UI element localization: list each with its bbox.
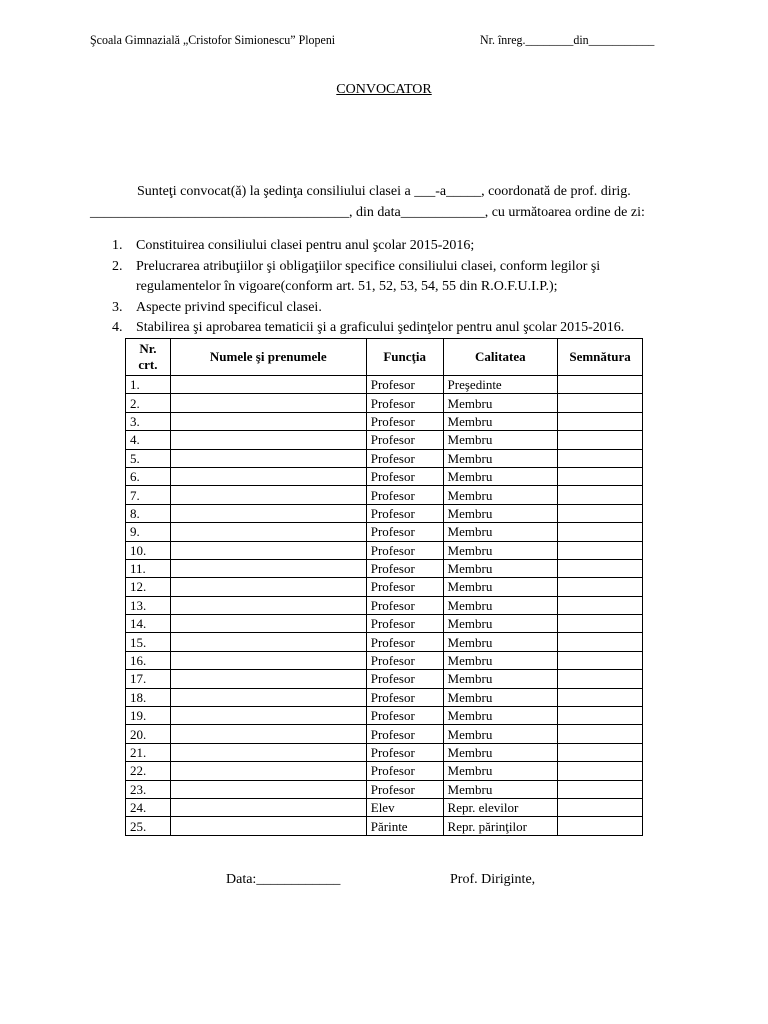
cell-nr: 4. — [126, 431, 171, 449]
table-row — [126, 615, 643, 633]
cell-name — [170, 467, 366, 485]
agenda-item-text: Constituirea consiliului clasei pentru anul şcolar 2015-2016; — [136, 238, 475, 253]
cell-nr: 18. — [126, 688, 171, 706]
table-row — [126, 504, 643, 522]
agenda-item — [90, 236, 680, 257]
cell-name — [170, 633, 366, 651]
cell-signature — [558, 412, 643, 430]
cell-nr: 22. — [126, 762, 171, 780]
agenda-item-number: 1. — [112, 238, 123, 253]
cell-capacity: Membru — [443, 651, 558, 669]
cell-name — [170, 394, 366, 412]
intro-line-1: Sunteţi convocat(ă) la şedinţa consiliului clasei a ___-a_____, coordonată de prof. dirig. — [137, 184, 631, 199]
cell-signature — [558, 559, 643, 577]
cell-signature — [558, 725, 643, 743]
cell-name — [170, 596, 366, 614]
table-row — [126, 743, 643, 761]
cell-signature — [558, 541, 643, 559]
cell-signature — [558, 707, 643, 725]
agenda-item-number: 2. — [112, 258, 123, 274]
header-name: Numele şi prenumele — [170, 339, 366, 376]
table-row — [126, 633, 643, 651]
agenda-item — [90, 318, 680, 339]
cell-function: Profesor — [366, 725, 443, 743]
cell-name — [170, 449, 366, 467]
cell-name — [170, 541, 366, 559]
cell-name — [170, 670, 366, 688]
cell-function: Profesor — [366, 376, 443, 394]
agenda-item — [90, 257, 680, 298]
cell-function: Profesor — [366, 670, 443, 688]
cell-signature — [558, 743, 643, 761]
cell-nr: 6. — [126, 467, 171, 485]
cell-capacity: Repr. părinţilor — [443, 817, 558, 835]
table-row — [126, 412, 643, 430]
cell-nr: 15. — [126, 633, 171, 651]
cell-name — [170, 486, 366, 504]
cell-nr: 16. — [126, 651, 171, 669]
cell-function: Profesor — [366, 780, 443, 798]
cell-nr: 9. — [126, 523, 171, 541]
cell-capacity: Membru — [443, 559, 558, 577]
cell-signature — [558, 376, 643, 394]
cell-name — [170, 376, 366, 394]
table-row — [126, 376, 643, 394]
table-row — [126, 707, 643, 725]
cell-capacity: Membru — [443, 670, 558, 688]
cell-capacity: Membru — [443, 504, 558, 522]
cell-function: Părinte — [366, 817, 443, 835]
cell-signature — [558, 449, 643, 467]
cell-capacity: Membru — [443, 707, 558, 725]
cell-signature — [558, 596, 643, 614]
footer-date: Data:____________ — [226, 872, 341, 887]
cell-signature — [558, 523, 643, 541]
table-row — [126, 578, 643, 596]
table-row — [126, 817, 643, 835]
cell-capacity: Repr. elevilor — [443, 798, 558, 816]
cell-signature — [558, 504, 643, 522]
cell-name — [170, 725, 366, 743]
table-row — [126, 725, 643, 743]
cell-function: Profesor — [366, 633, 443, 651]
cell-capacity: Membru — [443, 762, 558, 780]
table-row — [126, 596, 643, 614]
cell-name — [170, 651, 366, 669]
agenda-item-text: Stabilirea şi aprobarea tematicii şi a graficului şedinţelor pentru anul şcolar 2015-2016. — [136, 320, 625, 335]
cell-signature — [558, 798, 643, 816]
cell-capacity: Membru — [443, 688, 558, 706]
intro-paragraph — [90, 181, 672, 223]
table-header-row — [126, 339, 643, 376]
cell-capacity: Membru — [443, 743, 558, 761]
cell-nr: 24. — [126, 798, 171, 816]
cell-name — [170, 431, 366, 449]
cell-nr: 2. — [126, 394, 171, 412]
cell-function: Profesor — [366, 467, 443, 485]
cell-name — [170, 688, 366, 706]
agenda-list — [90, 236, 680, 339]
cell-nr: 11. — [126, 559, 171, 577]
cell-signature — [558, 394, 643, 412]
cell-nr: 13. — [126, 596, 171, 614]
cell-signature — [558, 486, 643, 504]
cell-name — [170, 504, 366, 522]
table-row — [126, 523, 643, 541]
cell-name — [170, 743, 366, 761]
cell-function: Profesor — [366, 449, 443, 467]
header-signature: Semnătura — [558, 339, 643, 376]
registration-number: Nr. înreg.________din___________ — [480, 32, 655, 47]
cell-name — [170, 707, 366, 725]
cell-capacity: Membru — [443, 633, 558, 651]
agenda-item-number: 4. — [112, 320, 123, 335]
table-row — [126, 798, 643, 816]
cell-function: Profesor — [366, 431, 443, 449]
table-row — [126, 559, 643, 577]
cell-name — [170, 523, 366, 541]
cell-signature — [558, 633, 643, 651]
cell-function: Elev — [366, 798, 443, 816]
cell-signature — [558, 817, 643, 835]
cell-capacity: Membru — [443, 615, 558, 633]
cell-signature — [558, 670, 643, 688]
cell-signature — [558, 762, 643, 780]
cell-signature — [558, 780, 643, 798]
cell-nr: 14. — [126, 615, 171, 633]
cell-function: Profesor — [366, 486, 443, 504]
cell-function: Profesor — [366, 412, 443, 430]
cell-signature — [558, 651, 643, 669]
agenda-item-number: 3. — [112, 299, 123, 315]
cell-function: Profesor — [366, 688, 443, 706]
header-function: Funcţia — [366, 339, 443, 376]
header-nr: Nr. crt. — [126, 339, 171, 376]
cell-capacity: Membru — [443, 412, 558, 430]
cell-function: Profesor — [366, 615, 443, 633]
cell-name — [170, 780, 366, 798]
cell-nr: 23. — [126, 780, 171, 798]
header-capacity: Calitatea — [443, 339, 558, 376]
agenda-item-text: Prelucrarea atribuţiilor şi obligaţiilor specifice consiliului clasei, conform legilor şi regulamentelor în vigoare(conform art. 51, 52, 53, 54, 55 din R.O.F.U.I.P.); — [136, 258, 601, 294]
table-row — [126, 780, 643, 798]
cell-nr: 12. — [126, 578, 171, 596]
intro-line-2: _____________________________________, din data____________, cu următoarea ordine de zi: — [90, 205, 645, 220]
cell-capacity: Membru — [443, 523, 558, 541]
cell-name — [170, 817, 366, 835]
cell-nr: 21. — [126, 743, 171, 761]
table-row — [126, 431, 643, 449]
cell-capacity: Membru — [443, 394, 558, 412]
cell-function: Profesor — [366, 707, 443, 725]
cell-function: Profesor — [366, 523, 443, 541]
document-title: CONVOCATOR — [336, 82, 432, 97]
cell-function: Profesor — [366, 651, 443, 669]
cell-function: Profesor — [366, 394, 443, 412]
cell-capacity: Membru — [443, 467, 558, 485]
cell-capacity: Membru — [443, 596, 558, 614]
cell-function: Profesor — [366, 559, 443, 577]
cell-capacity: Membru — [443, 486, 558, 504]
cell-function: Profesor — [366, 578, 443, 596]
table-row — [126, 670, 643, 688]
cell-signature — [558, 431, 643, 449]
cell-nr: 10. — [126, 541, 171, 559]
cell-function: Profesor — [366, 541, 443, 559]
cell-signature — [558, 688, 643, 706]
cell-function: Profesor — [366, 762, 443, 780]
cell-name — [170, 578, 366, 596]
table-row — [126, 541, 643, 559]
footer-teacher: Prof. Diriginte, — [450, 872, 536, 887]
agenda-item — [90, 298, 680, 319]
cell-capacity: Membru — [443, 578, 558, 596]
cell-function: Profesor — [366, 743, 443, 761]
cell-signature — [558, 578, 643, 596]
cell-nr: 7. — [126, 486, 171, 504]
table-row — [126, 467, 643, 485]
cell-function: Profesor — [366, 596, 443, 614]
cell-capacity: Membru — [443, 541, 558, 559]
cell-capacity: Preşedinte — [443, 376, 558, 394]
cell-nr: 8. — [126, 504, 171, 522]
cell-nr: 3. — [126, 412, 171, 430]
cell-nr: 25. — [126, 817, 171, 835]
cell-nr: 20. — [126, 725, 171, 743]
members-table — [125, 338, 643, 836]
cell-nr: 19. — [126, 707, 171, 725]
cell-name — [170, 615, 366, 633]
cell-name — [170, 762, 366, 780]
cell-name — [170, 412, 366, 430]
agenda-item-text: Aspecte privind specificul clasei. — [136, 299, 322, 315]
table-row — [126, 449, 643, 467]
table-row — [126, 394, 643, 412]
cell-nr: 17. — [126, 670, 171, 688]
cell-capacity: Membru — [443, 431, 558, 449]
cell-capacity: Membru — [443, 725, 558, 743]
cell-capacity: Membru — [443, 780, 558, 798]
cell-signature — [558, 467, 643, 485]
cell-signature — [558, 615, 643, 633]
table-row — [126, 486, 643, 504]
table-row — [126, 688, 643, 706]
table-row — [126, 762, 643, 780]
table-row — [126, 651, 643, 669]
cell-nr: 5. — [126, 449, 171, 467]
cell-capacity: Membru — [443, 449, 558, 467]
cell-nr: 1. — [126, 376, 171, 394]
cell-name — [170, 559, 366, 577]
cell-name — [170, 798, 366, 816]
cell-function: Profesor — [366, 504, 443, 522]
school-name: Şcoala Gimnazială „Cristofor Simionescu” Plopeni — [90, 32, 336, 47]
